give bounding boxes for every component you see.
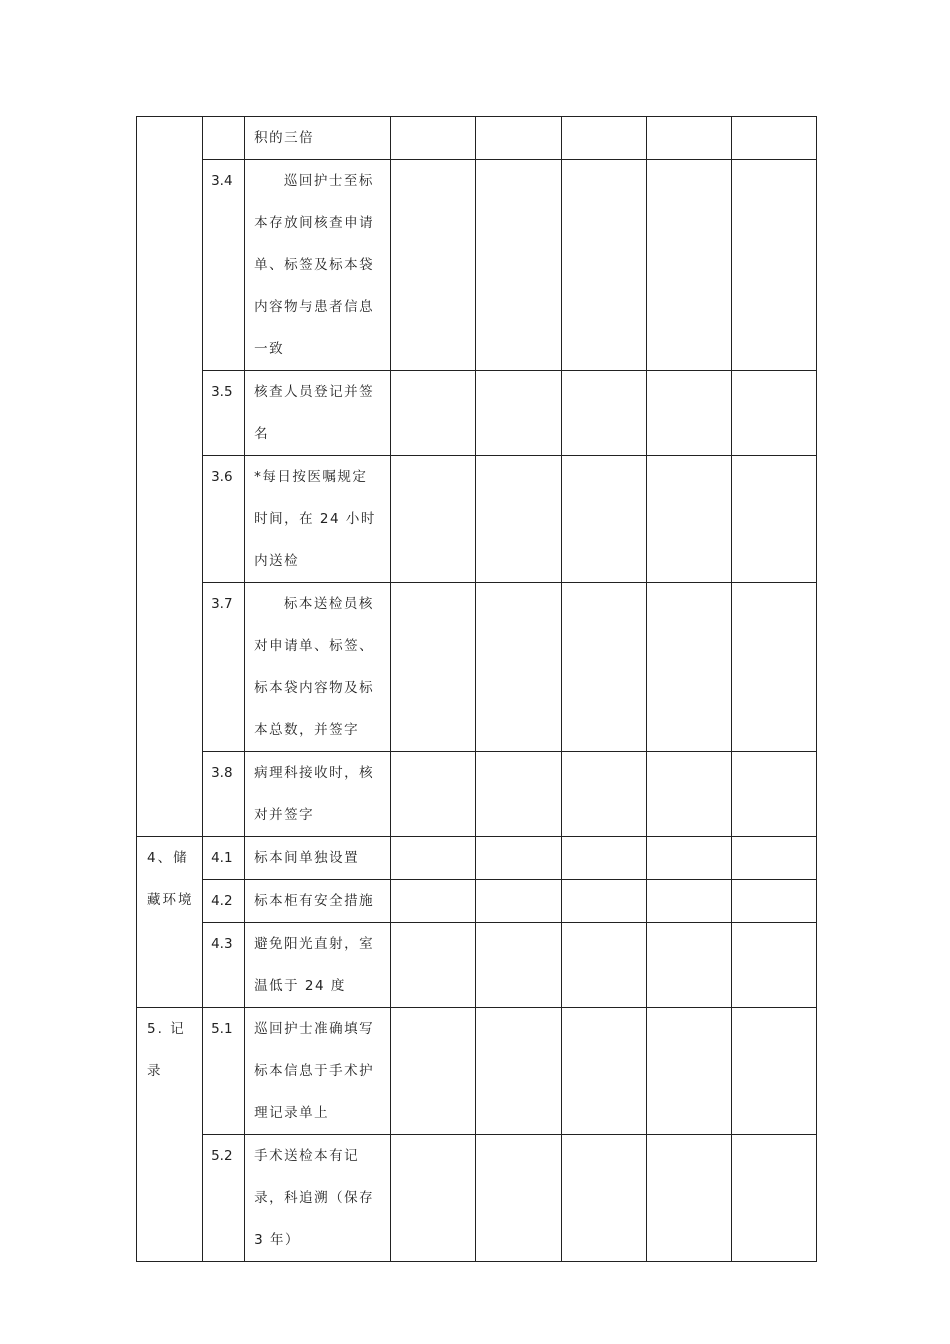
score-cell[interactable] (476, 583, 561, 752)
score-cell[interactable] (731, 583, 816, 752)
score-cell[interactable] (731, 837, 816, 880)
item-number: 3.6 (203, 456, 245, 583)
score-cell[interactable] (391, 1135, 476, 1262)
score-cell[interactable] (731, 1008, 816, 1135)
score-cell[interactable] (646, 456, 731, 583)
item-number: 5.1 (203, 1008, 245, 1135)
score-cell[interactable] (561, 371, 646, 456)
score-cell[interactable] (391, 923, 476, 1008)
category-cell: 5. 记录 (137, 1008, 203, 1262)
category-cell: 4、储藏环境 (137, 837, 203, 1008)
score-cell[interactable] (476, 117, 561, 160)
score-cell[interactable] (476, 752, 561, 837)
score-cell[interactable] (731, 456, 816, 583)
table-row (137, 1008, 817, 1135)
table-row (137, 583, 817, 752)
score-cell[interactable] (646, 117, 731, 160)
score-cell[interactable] (646, 371, 731, 456)
item-number: 3.4 (203, 160, 245, 371)
score-cell[interactable] (476, 1135, 561, 1262)
item-description: 巡回护士至标本存放间核查申请单、标签及标本袋内容物与患者信息一致 (245, 160, 391, 371)
score-cell[interactable] (476, 880, 561, 923)
score-cell[interactable] (391, 117, 476, 160)
score-cell[interactable] (391, 583, 476, 752)
score-cell[interactable] (476, 837, 561, 880)
inspection-table (136, 116, 817, 1262)
score-cell[interactable] (476, 371, 561, 456)
score-cell[interactable] (646, 880, 731, 923)
score-cell[interactable] (391, 837, 476, 880)
item-description: 标本送检员核对申请单、标签、标本袋内容物及标本总数，并签字 (245, 583, 391, 752)
score-cell[interactable] (731, 1135, 816, 1262)
item-number (203, 117, 245, 160)
score-cell[interactable] (391, 371, 476, 456)
score-cell[interactable] (561, 117, 646, 160)
score-cell[interactable] (731, 160, 816, 371)
score-cell[interactable] (561, 880, 646, 923)
item-number: 4.2 (203, 880, 245, 923)
score-cell[interactable] (391, 880, 476, 923)
item-number: 5.2 (203, 1135, 245, 1262)
score-cell[interactable] (561, 923, 646, 1008)
score-cell[interactable] (561, 752, 646, 837)
table-row (137, 837, 817, 880)
score-cell[interactable] (561, 583, 646, 752)
score-cell[interactable] (391, 160, 476, 371)
score-cell[interactable] (561, 160, 646, 371)
score-cell[interactable] (476, 1008, 561, 1135)
score-cell[interactable] (391, 456, 476, 583)
table-row (137, 923, 817, 1008)
table-row (137, 160, 817, 371)
score-cell[interactable] (561, 837, 646, 880)
item-number: 3.7 (203, 583, 245, 752)
score-cell[interactable] (391, 752, 476, 837)
score-cell[interactable] (646, 1135, 731, 1262)
item-number: 3.8 (203, 752, 245, 837)
score-cell[interactable] (646, 837, 731, 880)
score-cell[interactable] (646, 752, 731, 837)
category-cell (137, 117, 203, 837)
score-cell[interactable] (731, 371, 816, 456)
item-number: 4.3 (203, 923, 245, 1008)
score-cell[interactable] (561, 456, 646, 583)
item-number: 3.5 (203, 371, 245, 456)
score-cell[interactable] (646, 160, 731, 371)
table-row (137, 117, 817, 160)
score-cell[interactable] (731, 880, 816, 923)
score-cell[interactable] (731, 923, 816, 1008)
table-row (137, 1135, 817, 1262)
table-row (137, 371, 817, 456)
score-cell[interactable] (476, 923, 561, 1008)
score-cell[interactable] (391, 1008, 476, 1135)
item-description: 核查人员登记并签名 (245, 371, 391, 456)
score-cell[interactable] (646, 1008, 731, 1135)
score-cell[interactable] (561, 1008, 646, 1135)
table-row (137, 456, 817, 583)
item-description: 避免阳光直射，室温低于 24 度 (245, 923, 391, 1008)
score-cell[interactable] (561, 1135, 646, 1262)
score-cell[interactable] (476, 456, 561, 583)
item-description: 手术送检本有记录，科追溯（保存 3 年） (245, 1135, 391, 1262)
item-description: 病理科接收时，核对并签字 (245, 752, 391, 837)
score-cell[interactable] (731, 752, 816, 837)
item-number: 4.1 (203, 837, 245, 880)
item-description: *每日按医嘱规定时间，在 24 小时内送检 (245, 456, 391, 583)
score-cell[interactable] (646, 923, 731, 1008)
table-row (137, 752, 817, 837)
score-cell[interactable] (646, 583, 731, 752)
table-body (137, 117, 817, 1262)
table-row (137, 880, 817, 923)
item-description: 积的三倍 (245, 117, 391, 160)
item-description: 标本间单独设置 (245, 837, 391, 880)
score-cell[interactable] (731, 117, 816, 160)
item-description: 标本柜有安全措施 (245, 880, 391, 923)
item-description: 巡回护士准确填写标本信息于手术护理记录单上 (245, 1008, 391, 1135)
score-cell[interactable] (476, 160, 561, 371)
